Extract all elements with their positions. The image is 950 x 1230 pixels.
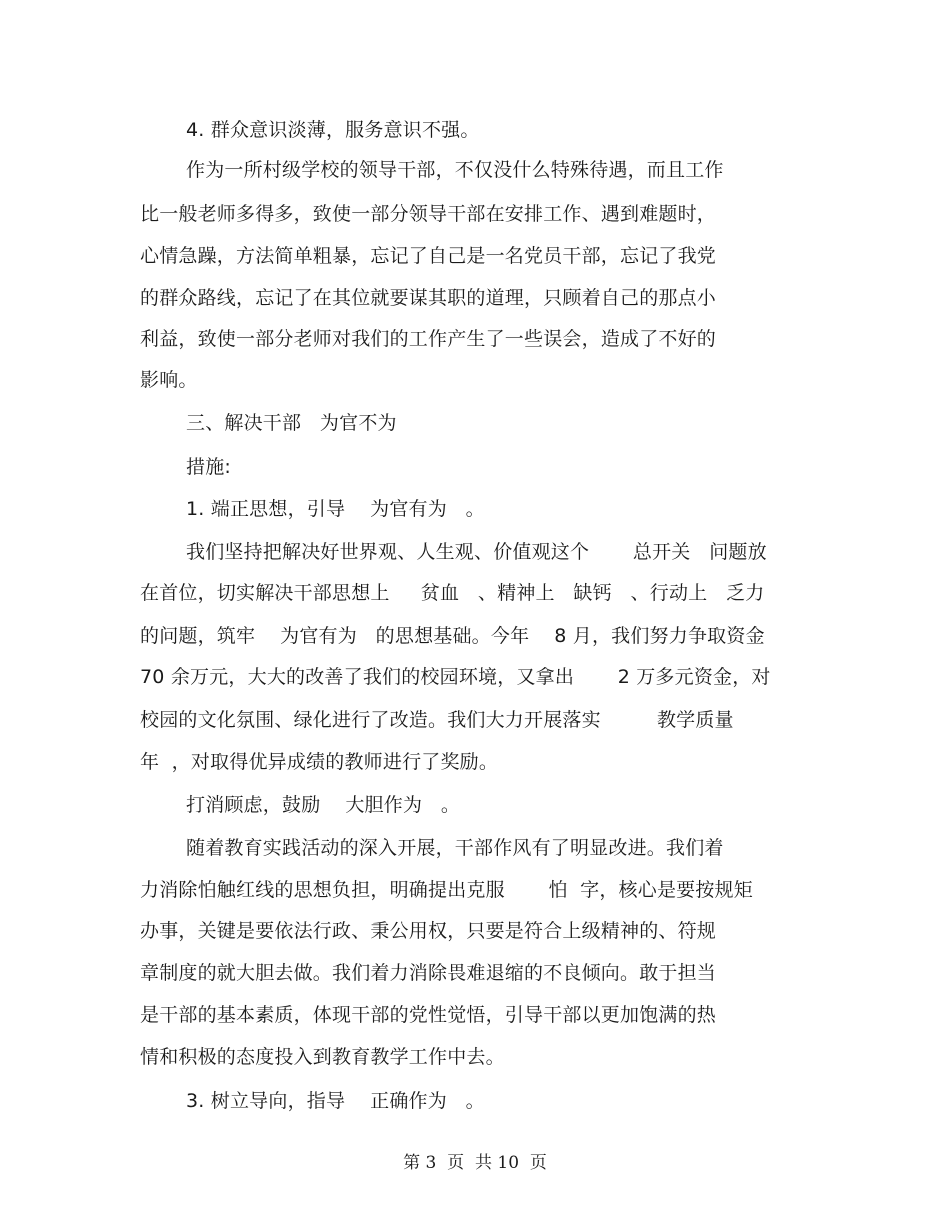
text-line: 的群众路线，忘记了在其位就要谋其职的道理，只顾着自己的那点小 [140,287,717,309]
page-number-footer: 第 3 页 共 10 页 [403,1153,547,1173]
text-line: 的问题，筑牢 为官有为 的思想基础。今年 8 月，我们努力争取资金 [140,625,765,647]
text-line: 心情急躁，方法简单粗暴，忘记了自己是一名党员干部，忘记了我党 [140,245,717,267]
text-line: 随着教育实践活动的深入开展，干部作风有了明显改进。我们着 [186,837,724,859]
text-line: 我们坚持把解决好世界观、人生观、价值观这个 总开关 问题放 [186,541,767,563]
list-item-heading: 3. 树立导向，指导 正确作为 。 [186,1090,485,1112]
text-line: 70 余万元，大大的改善了我们的校园环境，又拿出 2 万多元资金，对 [140,666,771,688]
text-line: 章制度的就大胆去做。我们着力消除畏难退缩的不良倾向。敢于担当 [140,962,717,984]
text-line: 利益，致使一部分老师对我们的工作产生了一些误会，造成了不好的 [140,328,717,350]
text-line: 是干部的基本素质，体现干部的党性觉悟，引导干部以更加饱满的热 [140,1004,717,1026]
list-item-heading: 打消顾虑，鼓励 大胆作为 。 [186,794,461,816]
text-line: 措施: [186,456,232,478]
text-line: 比一般老师多得多，致使一部分领导干部在安排工作、遇到难题时， [140,203,717,225]
text-line: 办事，关键是要依法行政、秉公用权，只要是符合上级精神的、符规 [140,920,717,942]
text-line: 校园的文化氛围、绿化进行了改造。我们大力开展落实 教学质量 [140,709,734,731]
text-line: 力消除怕触红线的思想负担，明确提出克服 怕 字，核心是要按规矩 [140,879,753,901]
text-line: 情和积极的态度投入到教育教学工作中去。 [140,1046,505,1068]
text-line: 年 ，对取得优异成绩的教师进行了奖励。 [140,751,499,773]
text-line: 作为一所村级学校的领导干部，不仅没什么特殊待遇，而且工作 [186,159,724,181]
text-line: 4. 群众意识淡薄，服务意识不强。 [186,119,480,141]
list-item-heading: 1. 端正思想，引导 为官有为 。 [186,498,485,520]
text-line: 影响。 [140,369,198,391]
section-heading: 三、解决干部 为官不为 [186,412,397,434]
text-line: 在首位，切实解决干部思想上 贫血 、精神上 缺钙 、行动上 乏力 [140,582,765,604]
